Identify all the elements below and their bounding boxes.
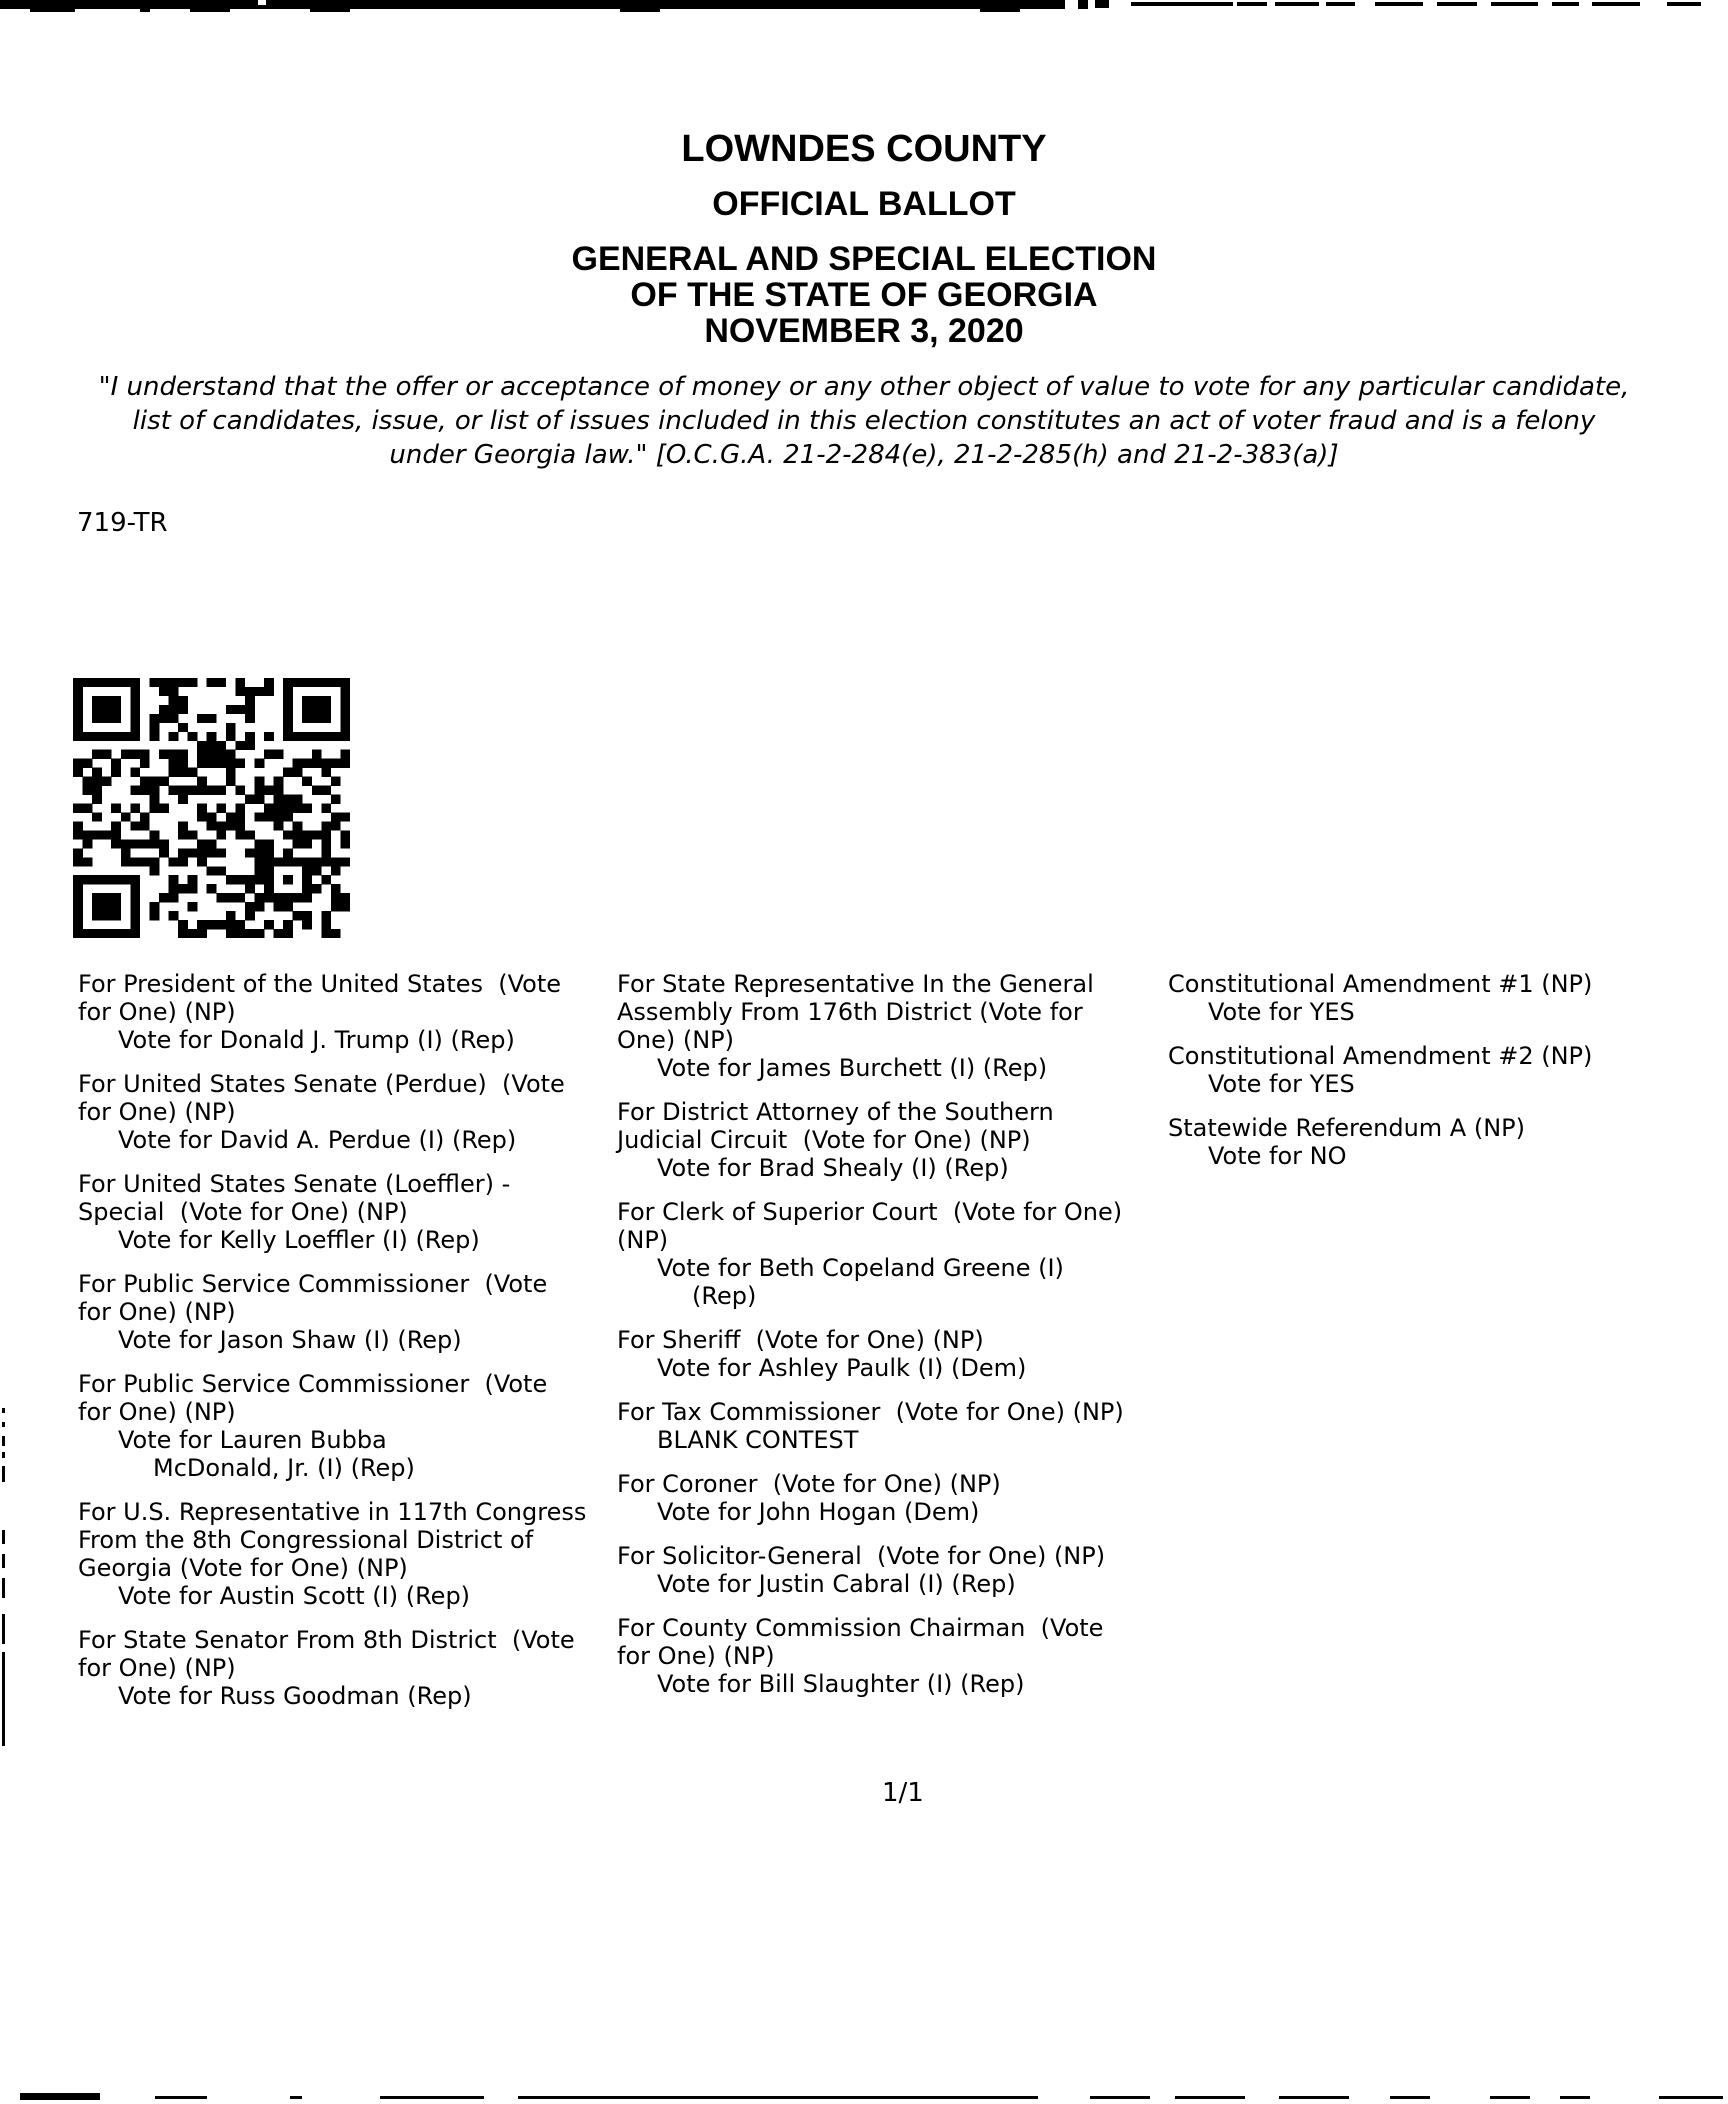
- scan-mark: [140, 9, 150, 12]
- scan-mark: [2, 1578, 5, 1598]
- election-name-line-1: GENERAL AND SPECIAL ELECTION: [571, 240, 1157, 278]
- contest-vote-line: Vote for John Hogan (Dem): [657, 1498, 980, 1526]
- contest-title-line: Judicial Circuit (Vote for One) (NP): [617, 1126, 1031, 1154]
- scan-mark: [1592, 2, 1640, 6]
- contest-column-left: [78, 970, 586, 1726]
- qr-code: [73, 678, 350, 938]
- scan-mark: [1237, 2, 1267, 6]
- contest-vote-line: BLANK CONTEST: [657, 1426, 859, 1454]
- contest-title-line: for One) (NP): [78, 998, 236, 1026]
- scan-mark: [190, 9, 230, 12]
- scan-mark: [1175, 2096, 1245, 2099]
- scan-mark: [2, 1530, 5, 1544]
- scan-mark: [258, 0, 266, 5]
- contest-title-line: For State Senator From 8th District (Vote: [78, 1626, 575, 1654]
- voter-fraud-warning-line: under Georgia law." [O.C.G.A. 21-2-284(e), 21-2-285(h) and 21-2-383(a)]: [389, 440, 1339, 470]
- contest-column-right: [1168, 970, 1592, 1186]
- scan-mark: [1390, 2096, 1430, 2099]
- contest-vote-line: Vote for Kelly Loeffler (I) (Rep): [118, 1226, 480, 1254]
- contest-title-line: for One) (NP): [78, 1298, 236, 1326]
- contest: [617, 1614, 1124, 1698]
- contest-vote-line: Vote for Brad Shealy (I) (Rep): [657, 1154, 1009, 1182]
- contest: [78, 1370, 586, 1482]
- contest-title-line: (NP): [617, 1226, 669, 1254]
- election-name-line-2: OF THE STATE OF GEORGIA: [630, 276, 1098, 314]
- voter-fraud-warning-line: list of candidates, issue, or list of issues included in this election constitutes an act of voter fraud and is a felony: [132, 406, 1596, 436]
- contest: [78, 970, 586, 1054]
- scan-mark: [1090, 2096, 1150, 2099]
- contest-title-line: For County Commission Chairman (Vote: [617, 1614, 1104, 1642]
- contest: [78, 1498, 586, 1610]
- contest-title-line: For United States Senate (Loeffler) -: [78, 1170, 511, 1198]
- scan-mark: [1437, 2, 1477, 6]
- scan-mark: [2, 1436, 5, 1446]
- contest-title-line: Assembly From 176th District (Vote for: [617, 998, 1083, 1026]
- contest-title-line: For Clerk of Superior Court (Vote for One): [617, 1198, 1123, 1226]
- scan-mark: [0, 0, 1065, 9]
- contest-vote-line: Vote for Lauren Bubba: [118, 1426, 387, 1454]
- county-title: LOWNDES COUNTY: [681, 128, 1047, 170]
- contest-title-line: for One) (NP): [617, 1642, 775, 1670]
- contest-title-line: For Public Service Commissioner (Vote: [78, 1370, 548, 1398]
- contest-title-line: for One) (NP): [78, 1098, 236, 1126]
- scan-mark: [2, 1554, 5, 1568]
- contest: [78, 1170, 586, 1254]
- scan-mark: [155, 2096, 207, 2099]
- contest: [1168, 970, 1592, 1026]
- contest-vote-line: Vote for Russ Goodman (Rep): [118, 1682, 472, 1710]
- contest: [617, 1198, 1124, 1310]
- contest-title-line: Statewide Referendum A (NP): [1168, 1114, 1525, 1142]
- contest-title-line: One) (NP): [617, 1026, 735, 1054]
- scan-mark: [518, 2096, 1038, 2099]
- contest-title-line: For State Representative In the General: [617, 970, 1094, 998]
- scan-mark: [1375, 2, 1423, 6]
- contest-title-line: For Coroner (Vote for One) (NP): [617, 1470, 1001, 1498]
- scan-mark: [1552, 2, 1579, 6]
- contest: [1168, 1114, 1592, 1170]
- scan-mark: [2, 1614, 5, 1644]
- contest-title-line: Constitutional Amendment #1 (NP): [1168, 970, 1593, 998]
- contest-title-line: For United States Senate (Perdue) (Vote: [78, 1070, 565, 1098]
- scan-mark: [1491, 2, 1538, 6]
- contest-vote-line: Vote for David A. Perdue (I) (Rep): [118, 1126, 517, 1154]
- contest-title-line: From the 8th Congressional District of: [78, 1526, 534, 1554]
- scan-mark: [2, 1466, 5, 1482]
- contest-title-line: For U.S. Representative in 117th Congress: [78, 1498, 587, 1526]
- contest: [617, 1326, 1124, 1382]
- scan-mark: [1659, 2096, 1723, 2099]
- contest: [617, 970, 1124, 1082]
- contest-vote-line: McDonald, Jr. (I) (Rep): [153, 1454, 415, 1482]
- scan-mark: [1078, 0, 1088, 9]
- scan-mark: [1095, 0, 1109, 8]
- contest: [1168, 1042, 1592, 1098]
- contest: [617, 1542, 1124, 1598]
- scan-mark: [310, 9, 350, 12]
- voter-fraud-warning: [0, 370, 1728, 472]
- scan-mark: [1560, 2096, 1590, 2099]
- page-number: 1/1: [882, 1778, 924, 1808]
- contest-vote-line: Vote for Jason Shaw (I) (Rep): [118, 1326, 462, 1354]
- contest-title-line: for One) (NP): [78, 1398, 236, 1426]
- contest-vote-line: Vote for Justin Cabral (I) (Rep): [657, 1570, 1016, 1598]
- contest: [617, 1470, 1124, 1526]
- contest: [617, 1398, 1124, 1454]
- scan-mark: [1131, 2, 1233, 6]
- contest-column-middle: [617, 970, 1124, 1714]
- contest-title-line: For District Attorney of the Southern: [617, 1098, 1054, 1126]
- contest-vote-line: Vote for YES: [1208, 998, 1355, 1026]
- contest-title-line: For Solicitor-General (Vote for One) (NP): [617, 1542, 1106, 1570]
- contest-vote-line: (Rep): [692, 1282, 757, 1310]
- contest-vote-line: Vote for Beth Copeland Greene (I): [657, 1254, 1064, 1282]
- ballot-title: OFFICIAL BALLOT: [712, 185, 1016, 223]
- scan-mark: [980, 9, 1020, 12]
- scan-mark: [1279, 2096, 1349, 2099]
- scan-mark: [2, 1422, 5, 1427]
- contest-title-line: Special (Vote for One) (NP): [78, 1198, 408, 1226]
- scan-mark: [20, 2093, 100, 2100]
- scan-mark: [290, 2096, 302, 2099]
- contest: [617, 1098, 1124, 1182]
- contest-title-line: For Tax Commissioner (Vote for One) (NP): [617, 1398, 1124, 1426]
- contest-vote-line: Vote for Donald J. Trump (I) (Rep): [118, 1026, 515, 1054]
- contest-vote-line: Vote for YES: [1208, 1070, 1355, 1098]
- contest-vote-line: Vote for Austin Scott (I) (Rep): [118, 1582, 471, 1610]
- contest-title-line: For President of the United States (Vote: [78, 970, 562, 998]
- contest: [78, 1070, 586, 1154]
- scan-mark: [1490, 2096, 1530, 2099]
- scan-mark: [1275, 2, 1319, 6]
- scan-mark: [30, 9, 75, 12]
- contest: [78, 1270, 586, 1354]
- scan-mark: [2, 1408, 5, 1413]
- scan-mark: [2, 1452, 5, 1458]
- ballot-style-code: 719-TR: [77, 508, 168, 538]
- scan-mark: [1667, 2, 1701, 6]
- contest-title-line: For Public Service Commissioner (Vote: [78, 1270, 548, 1298]
- contest-title-line: Georgia (Vote for One) (NP): [78, 1554, 408, 1582]
- election-date: NOVEMBER 3, 2020: [704, 312, 1024, 350]
- contest: [78, 1626, 586, 1710]
- contest-title-line: For Sheriff (Vote for One) (NP): [617, 1326, 984, 1354]
- contest-title-line: for One) (NP): [78, 1654, 236, 1682]
- contest-vote-line: Vote for NO: [1208, 1142, 1347, 1170]
- scan-mark: [380, 2096, 484, 2099]
- contest-vote-line: Vote for Ashley Paulk (I) (Dem): [657, 1354, 1027, 1382]
- scan-mark: [1326, 2, 1355, 6]
- scan-mark: [620, 9, 660, 12]
- voter-fraud-warning-line: "I understand that the offer or acceptance of money or any other object of value to vote for any particular candidate,: [98, 372, 1630, 402]
- contest-vote-line: Vote for Bill Slaughter (I) (Rep): [657, 1670, 1025, 1698]
- scan-mark: [2, 1652, 5, 1746]
- contest-vote-line: Vote for James Burchett (I) (Rep): [657, 1054, 1048, 1082]
- contest-title-line: Constitutional Amendment #2 (NP): [1168, 1042, 1593, 1070]
